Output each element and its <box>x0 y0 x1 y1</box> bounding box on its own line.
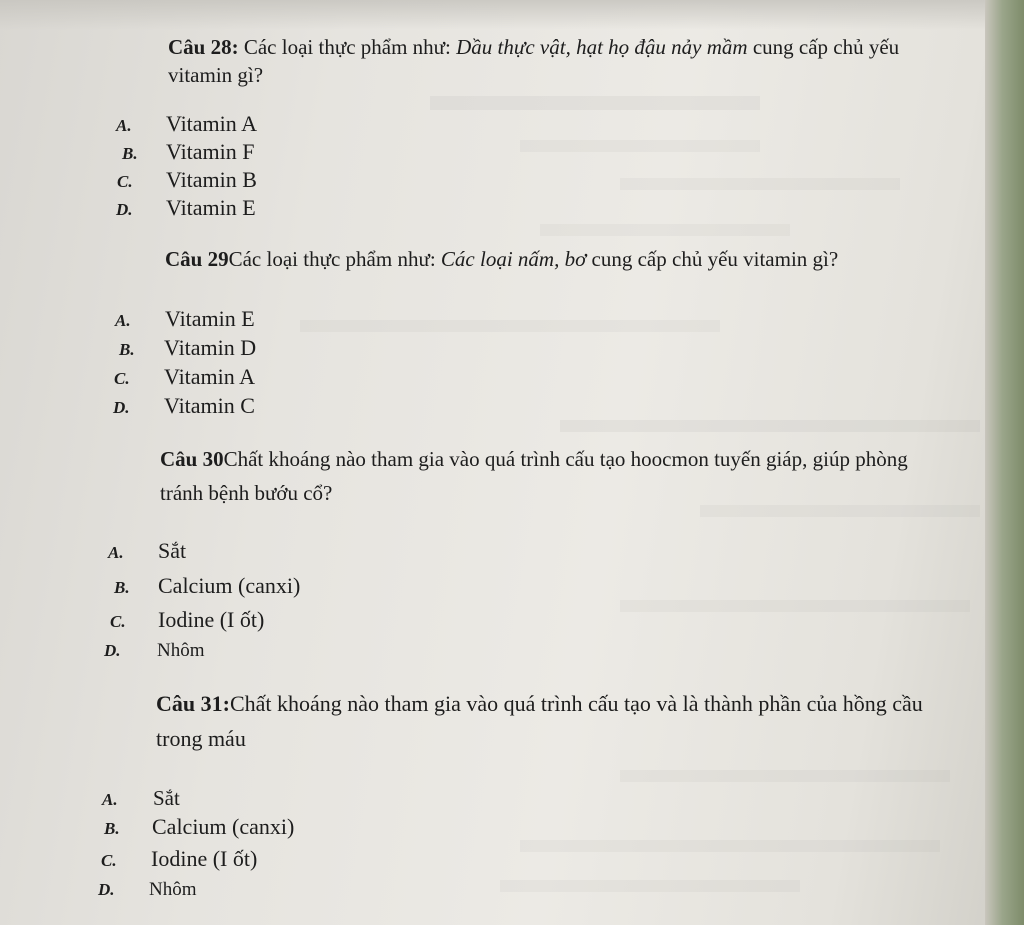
option-letter: B. <box>104 819 120 838</box>
question-text: Các loại thực phẩm như: <box>238 35 457 59</box>
option-c <box>114 364 255 390</box>
option-letter: A. <box>116 116 132 135</box>
question-number: Câu 28: <box>168 35 239 59</box>
question-number: Câu 31: <box>156 691 230 716</box>
option-text: Nhôm <box>157 640 205 661</box>
question-28 <box>168 33 928 90</box>
option-letter: C. <box>114 369 130 388</box>
option-text: Iodine (I ốt) <box>158 607 265 632</box>
option-letter: A. <box>108 543 124 562</box>
question-text-italic: Dầu thực vật, hạt họ đậu nảy mầm <box>456 35 748 59</box>
option-letter: C. <box>101 851 117 870</box>
page-top-shadow <box>0 0 1000 30</box>
question-text: Chất khoáng nào tham gia vào quá trình cấu tạo và là thành phần của hồng cầu trong máu <box>156 691 923 752</box>
option-text: Vitamin E <box>165 306 255 331</box>
option-letter: B. <box>122 144 138 163</box>
option-text: Vitamin F <box>166 139 255 164</box>
option-b <box>114 573 300 599</box>
option-d <box>113 393 255 419</box>
option-d <box>104 640 205 662</box>
option-a <box>108 538 186 564</box>
option-a <box>102 786 180 811</box>
option-text: Calcium (canxi) <box>158 573 301 598</box>
question-text: Các loại thực phẩm như: <box>228 247 441 271</box>
option-c <box>117 167 257 193</box>
option-letter: A. <box>102 790 118 809</box>
option-b <box>104 814 294 840</box>
option-c <box>101 846 257 872</box>
option-letter: D. <box>116 200 133 219</box>
option-d <box>98 879 197 901</box>
question-30 <box>160 443 950 510</box>
option-letter: B. <box>119 340 135 359</box>
option-text: Sắt <box>153 786 180 810</box>
option-text: Vitamin E <box>166 195 256 220</box>
option-b <box>119 335 256 361</box>
question-29 <box>165 245 885 273</box>
option-text: Calcium (canxi) <box>152 814 295 839</box>
question-text: cung cấp chủ yếu vitamin gì? <box>586 247 839 271</box>
option-letter: D. <box>98 880 115 899</box>
option-d <box>116 195 256 221</box>
option-a <box>116 111 257 137</box>
option-letter: C. <box>110 612 126 631</box>
option-text: Vitamin B <box>166 167 257 192</box>
option-letter: A. <box>115 311 131 330</box>
option-text: Nhôm <box>149 879 197 900</box>
question-number: Câu 29 <box>165 247 229 271</box>
option-letter: D. <box>113 398 130 417</box>
option-letter: D. <box>104 641 121 660</box>
option-text: Vitamin A <box>166 111 257 136</box>
question-number: Câu 30 <box>160 447 224 471</box>
option-b <box>122 139 255 165</box>
question-text: cung cấp chủ yếu vitamin gì? <box>168 35 900 88</box>
option-a <box>115 306 255 332</box>
option-letter: B. <box>114 578 130 597</box>
desk-background <box>985 0 1024 925</box>
question-text: Chất khoáng nào tham gia vào quá trình cấu tạo hoocmon tuyến giáp, giúp phòng tránh bệnh bướu cổ? <box>160 447 908 505</box>
option-letter: C. <box>117 172 133 191</box>
option-text: Vitamin A <box>164 364 255 389</box>
option-c <box>110 607 264 633</box>
option-text: Sắt <box>158 538 187 563</box>
question-31 <box>156 686 956 756</box>
option-text: Vitamin C <box>164 393 255 418</box>
option-text: Vitamin D <box>164 335 257 360</box>
question-text-italic: Các loại nấm, bơ <box>440 247 587 271</box>
option-text: Iodine (I ốt) <box>151 846 258 871</box>
